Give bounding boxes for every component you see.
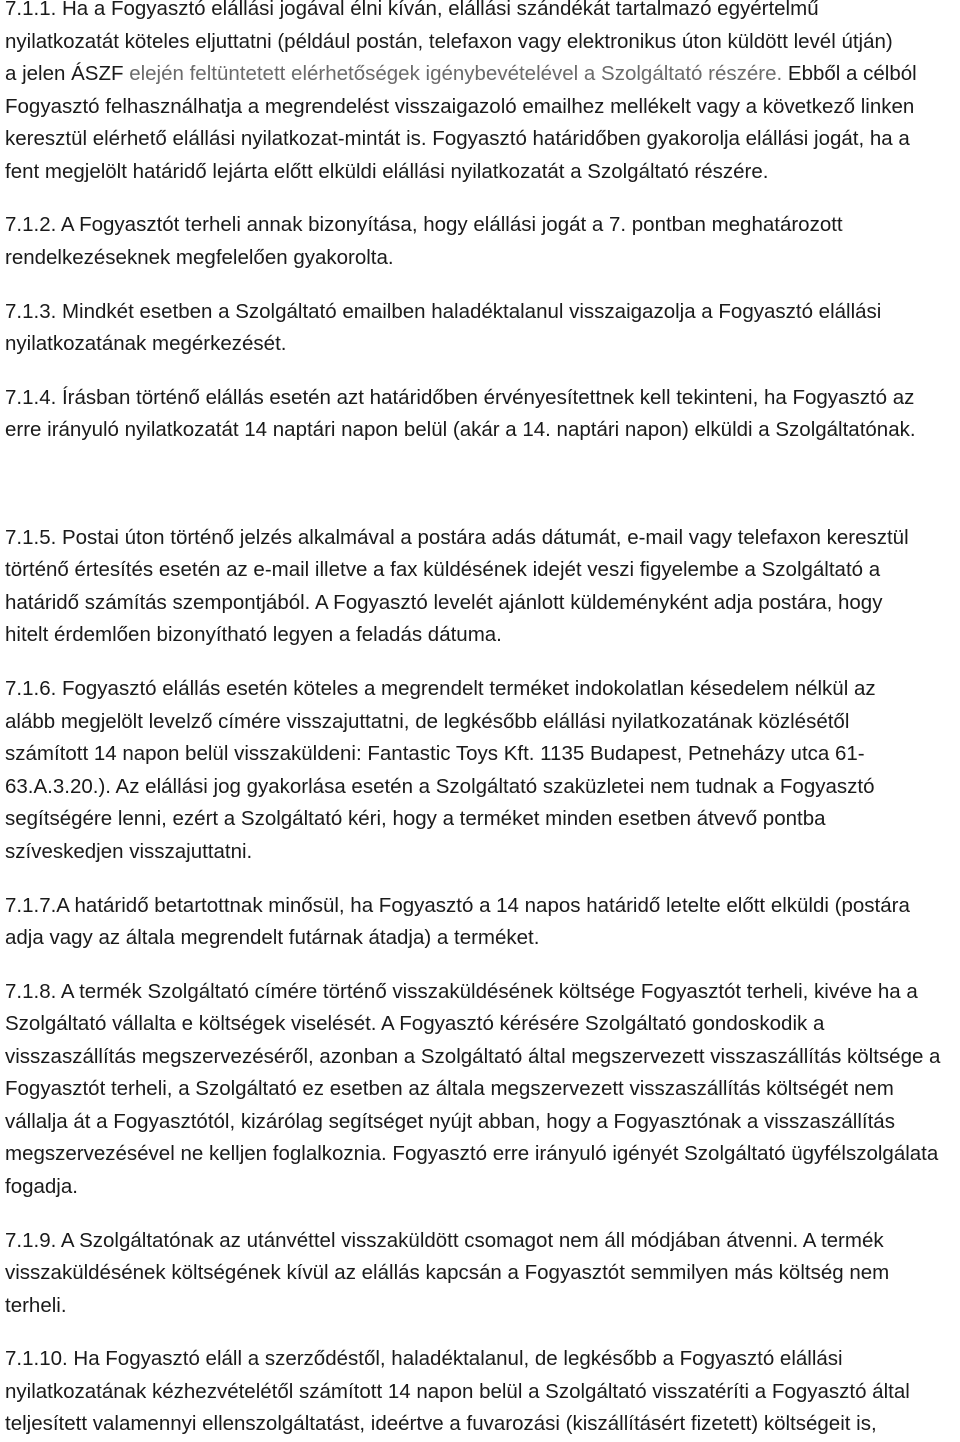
text-line: szíveskedjen visszajuttatni. xyxy=(5,839,253,863)
contact-reference-text: elején feltüntetett elérhetőségek igénybevételével a Szolgáltató részére. xyxy=(129,62,783,85)
text-line: teljesített valamennyi ellenszolgáltatást, ideértve a fuvarozási (kiszállításért fizetett) költségeit is, xyxy=(5,1412,877,1436)
text-line: nyilatkozatának kézhezvételétől számított 14 napon belül a Szolgáltató visszatéríti a Fogyasztó által xyxy=(5,1379,910,1403)
text-line: segítségére lenni, ezért a Szolgáltató kéri, hogy a terméket minden esetben átvevő pontba xyxy=(5,807,826,831)
clause-7-1-1 xyxy=(5,0,955,188)
blank-line xyxy=(5,468,955,501)
clause-7-1-2 xyxy=(5,209,955,274)
clause-7-1-10 xyxy=(5,1343,955,1441)
text-line: hitelt érdemlően bizonyítható legyen a feladás dátuma. xyxy=(5,623,502,647)
clause-7-1-9 xyxy=(5,1225,955,1323)
text-line: megszervezésével ne kelljen foglalkoznia. Fogyasztó erre irányuló igényét Szolgáltató ügyfélszolgálata xyxy=(5,1142,939,1166)
text-line: terheli. xyxy=(5,1293,67,1317)
text-line xyxy=(5,58,955,91)
text-line: 7.1.9. A Szolgáltatónak az utánvéttel visszaküldött csomagot nem áll módjában átvenni. A termék xyxy=(5,1228,884,1252)
text-line: Szolgáltató vállalta e költségek viselését. A Fogyasztó kérésére Szolgáltató gondoskodik a xyxy=(5,1012,825,1036)
clause-7-1-8 xyxy=(5,976,955,1204)
text-line: 7.1.1. Ha a Fogyasztó elállási jogával élni kíván, elállási szándékát tartalmazó egyértelmű xyxy=(5,0,819,20)
text-line: 63.A.3.20.). Az elállási jog gyakorlása esetén a Szolgáltató szaküzletei nem tudnak a Fogyasztó xyxy=(5,774,875,798)
document-text xyxy=(5,0,955,1441)
text-line: 7.1.3. Mindkét esetben a Szolgáltató emailben haladéktalanul visszaigazolja a Fogyasztó elállási xyxy=(5,299,882,323)
text-line: Fogyasztót terheli, a Szolgáltató ez esetben az általa megszervezett visszaszállítás költségét nem xyxy=(5,1077,894,1101)
text-line: 7.1.5. Postai úton történő jelzés alkalmával a postára adás dátumát, e-mail vagy telefaxon keresztül xyxy=(5,525,909,549)
text-segment: Ebből a célból xyxy=(782,62,917,85)
text-line: fogadja. xyxy=(5,1174,78,1198)
text-line: fent megjelölt határidő lejárta előtt elküldi elállási nyilatkozatát a Szolgáltató részére. xyxy=(5,159,769,183)
text-line: nyilatkozatát köteles eljuttatni (például postán, telefaxon vagy elektronikus úton küldött levél útján) xyxy=(5,29,893,53)
text-line: határidő számítás szempontjából. A Fogyasztó levelét ajánlott küldeményként adja postára, hogy xyxy=(5,590,883,614)
clause-7-1-3 xyxy=(5,296,955,361)
text-line: Fogyasztó felhasználhatja a megrendelést visszaigazoló emailhez mellékelt vagy a következő linken xyxy=(5,94,915,118)
text-line: 7.1.7.A határidő betartottnak minősül, ha Fogyasztó a 14 napos határidő letelte előtt elküldi (postára xyxy=(5,893,910,917)
text-line: erre irányuló nyilatkozatát 14 naptári napon belül (akár a 14. naptári napon) elküldi a Szolgáltatónak. xyxy=(5,418,916,442)
clause-7-1-4 xyxy=(5,382,955,447)
clause-7-1-6 xyxy=(5,673,955,868)
clause-7-1-5 xyxy=(5,522,955,652)
text-line: alább megjelölt levelző címére visszajuttatni, de legkésőbb elállási nyilatkozatának közlésétől xyxy=(5,709,850,733)
text-line: adja vagy az általa megrendelt futárnak átadja) a terméket. xyxy=(5,926,540,950)
text-line: visszaszállítás megszervezéséről, azonban a Szolgáltató által megszervezett visszaszállítás költsége a xyxy=(5,1044,941,1068)
clause-7-1-7 xyxy=(5,890,955,955)
text-line: 7.1.8. A termék Szolgáltató címére történő visszaküldésének költsége Fogyasztót terheli, kivéve ha a xyxy=(5,979,918,1003)
text-line: 7.1.6. Fogyasztó elállás esetén köteles a megrendelt terméket indokolatlan késedelem nélkül az xyxy=(5,677,876,701)
text-line: visszaküldésének költségének kívül az elállás kapcsán a Fogyasztót semmilyen más költség nem xyxy=(5,1261,890,1285)
text-line: keresztül elérhető elállási nyilatkozat-mintát is. Fogyasztó határidőben gyakorolja elállási jogát, ha a xyxy=(5,127,910,150)
text-line: nyilatkozatának megérkezését. xyxy=(5,332,287,356)
text-line: 7.1.4. Írásban történő elállás esetén azt határidőben érvényesítettnek kell tekinteni, ha Fogyasztó az xyxy=(5,385,915,409)
text-line: történő értesítés esetén az e-mail illetve a fax küldésének idejét veszi figyelembe a Szolgáltató a xyxy=(5,558,881,582)
text-line: számított 14 napon belül visszaküldeni: Fantastic Toys Kft. 1135 Budapest, Petneházy utca 61- xyxy=(5,742,865,766)
text-line: 7.1.2. A Fogyasztót terheli annak bizonyítása, hogy elállási jogát a 7. pontban meghatározott xyxy=(5,213,843,237)
text-line: vállalja át a Fogyasztótól, kizárólag segítséget nyújt abban, hogy a Fogyasztónak a visszaszállítás xyxy=(5,1109,895,1133)
text-line: 7.1.10. Ha Fogyasztó eláll a szerződéstől, haladéktalanul, de legkésőbb a Fogyasztó elállási xyxy=(5,1347,843,1371)
text-line: rendelkezéseknek megfelelően gyakorolta. xyxy=(5,245,394,269)
text-segment: a jelen ÁSZF xyxy=(5,62,130,85)
